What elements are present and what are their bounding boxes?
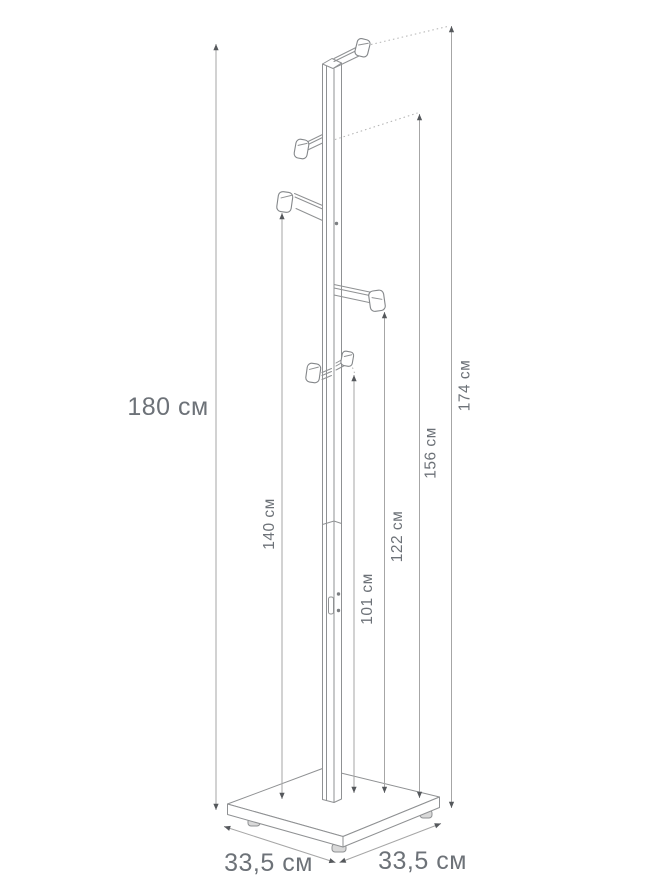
pole-body	[323, 63, 342, 803]
dimension-label-101: 101 см	[359, 573, 376, 625]
dimension-label-174: 174 см	[456, 359, 474, 412]
leader-hook-5	[353, 368, 355, 374]
hook-6-end-cap	[305, 363, 321, 384]
dimension-label-122: 122 см	[389, 510, 406, 563]
screw-icon	[337, 592, 340, 595]
hook-5-end-cap	[340, 351, 354, 367]
hook-3-end-cap	[276, 191, 293, 213]
hook-2-end-cap	[293, 139, 309, 160]
leader-hook-2	[335, 113, 418, 140]
dimension-label-base-depth: 33,5 см	[224, 849, 313, 877]
dimension-label-overall-height: 180 см	[127, 393, 209, 421]
hook-top-end-cap	[354, 38, 371, 58]
hook-3	[276, 191, 322, 220]
leader-hook-top	[371, 26, 450, 45]
dimension-label-140: 140 см	[261, 498, 278, 550]
dimension-label-156: 156 см	[422, 427, 440, 479]
dimension-label-base-width: 33,5 см	[378, 847, 467, 875]
screw-icon	[335, 222, 338, 225]
screw-icon	[337, 609, 340, 612]
hook-4-end-cap	[368, 290, 386, 312]
pole-joint-bracket	[329, 597, 334, 614]
leader-lines	[335, 26, 450, 373]
hook-2	[293, 135, 322, 160]
pole	[323, 59, 342, 803]
